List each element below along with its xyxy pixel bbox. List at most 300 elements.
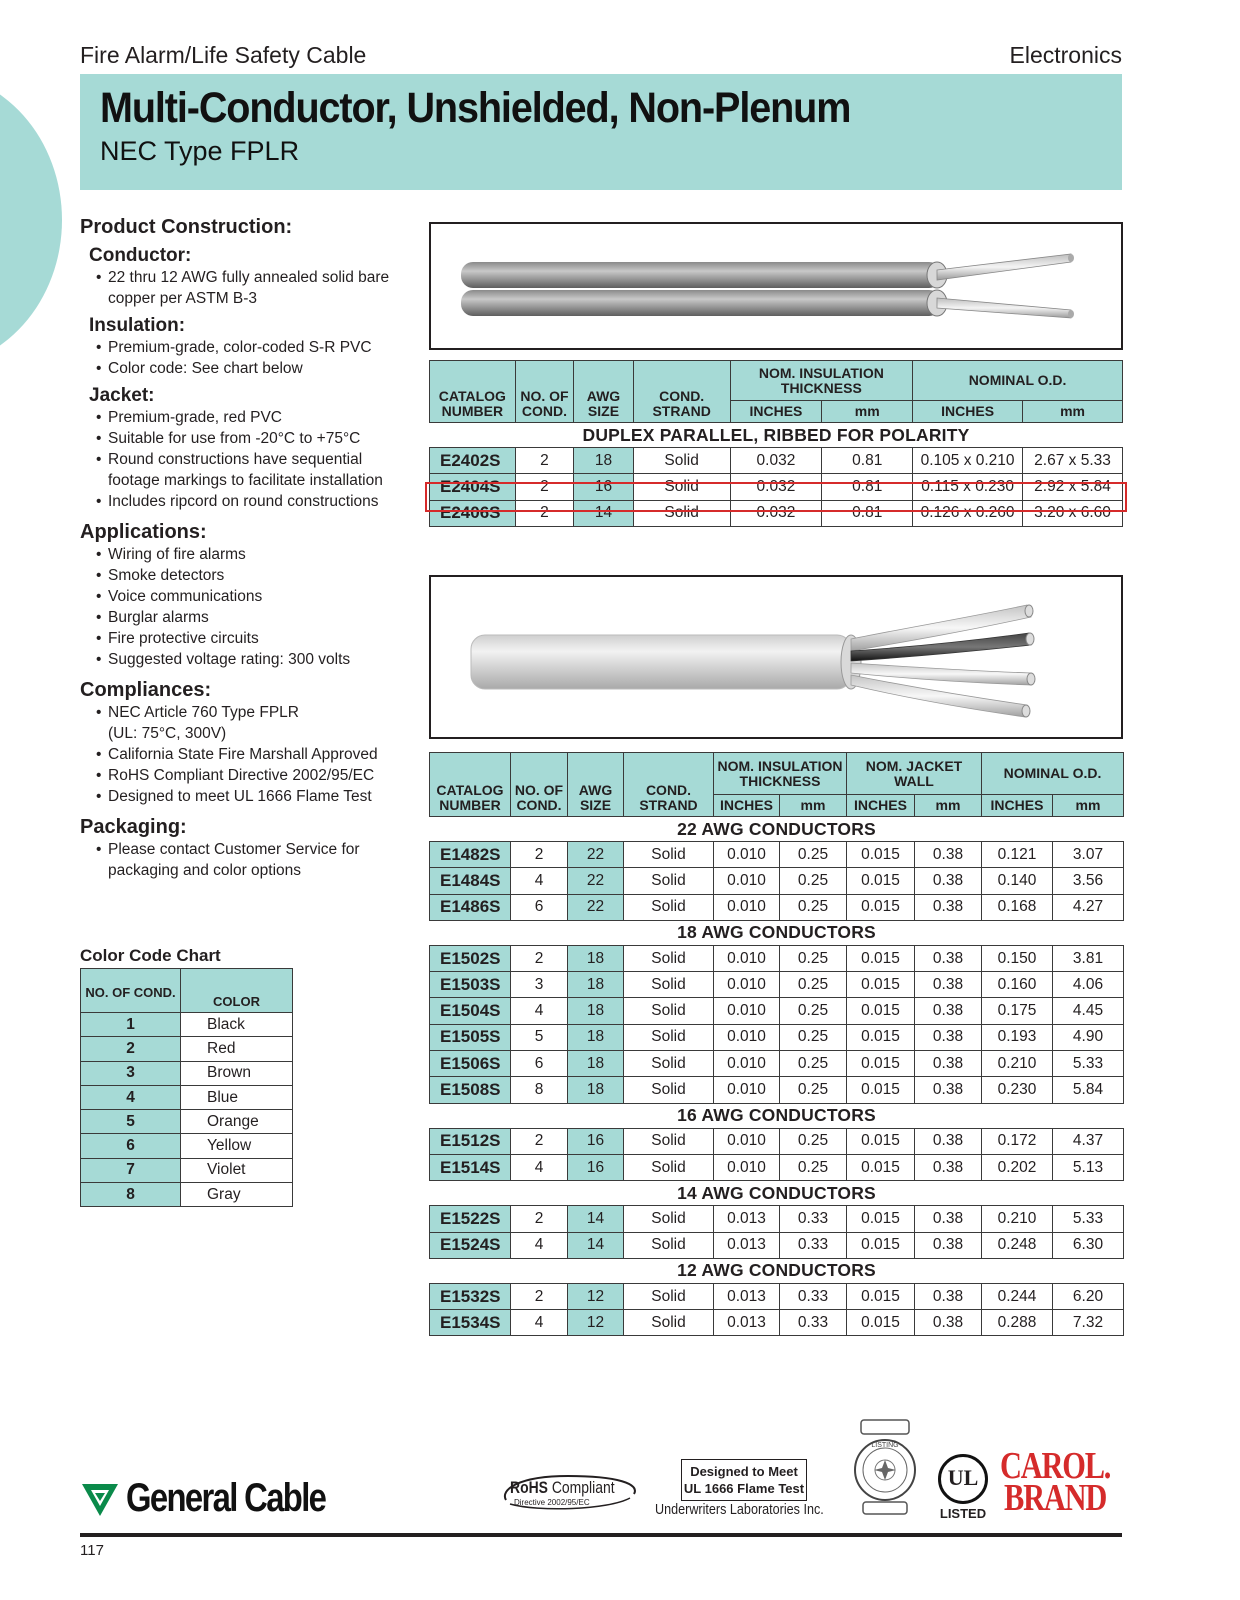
t2-header-jk-inches: INCHES bbox=[847, 795, 915, 817]
spec-cell: Solid bbox=[624, 1077, 714, 1103]
color-chart-color: Brown bbox=[181, 1061, 293, 1085]
table-row bbox=[430, 1024, 1124, 1050]
spec-cell: 16 bbox=[574, 474, 634, 500]
table-row bbox=[430, 998, 1124, 1024]
t1-header-ins-mm: mm bbox=[822, 401, 913, 423]
t2-header-strand: COND. STRAND bbox=[624, 753, 714, 817]
table-row bbox=[430, 1310, 1124, 1336]
t2-header-catalog: CATALOG NUMBER bbox=[430, 753, 511, 817]
ul-listed-mark bbox=[935, 1454, 991, 1522]
construction-heading: Product Construction: bbox=[80, 216, 293, 238]
spec-cell: 22 bbox=[568, 868, 624, 894]
list-item-line: • Voice communications bbox=[108, 588, 263, 605]
group-title: 14 AWG CONDUCTORS bbox=[430, 1181, 1124, 1206]
color-chart-cond: 1 bbox=[81, 1013, 181, 1037]
page-title: Multi-Conductor, Unshielded, Non-Plenum bbox=[100, 84, 851, 132]
group-title-row bbox=[430, 1258, 1124, 1283]
catalog-number: E1504S bbox=[430, 998, 511, 1024]
spec-cell: 0.38 bbox=[915, 1310, 982, 1336]
list-item-line: packaging and color options bbox=[108, 862, 302, 879]
table-row bbox=[430, 1232, 1124, 1258]
spec-cell: Solid bbox=[624, 1024, 714, 1050]
list-item-line: (UL: 75°C, 300V) bbox=[108, 725, 227, 742]
spec-cell: 5.33 bbox=[1053, 1051, 1124, 1077]
spec-cell: 18 bbox=[568, 998, 624, 1024]
spec-cell: 0.015 bbox=[847, 1232, 915, 1258]
rohs-directive: Directive 2002/95/EC bbox=[514, 1498, 590, 1507]
t2-header-ins-mm: mm bbox=[780, 795, 847, 817]
t2-header-ins-inches: INCHES bbox=[714, 795, 780, 817]
spec-cell: 16 bbox=[568, 1128, 624, 1154]
spec-cell: 2 bbox=[511, 842, 568, 868]
spec-cell: 5.33 bbox=[1053, 1206, 1124, 1232]
catalog-number: E2402S bbox=[430, 448, 516, 474]
spec-cell: Solid bbox=[624, 868, 714, 894]
spec-cell: 14 bbox=[568, 1206, 624, 1232]
spec-cell: 2.92 x 5.84 bbox=[1023, 474, 1123, 500]
spec-cell: 0.010 bbox=[714, 894, 780, 920]
list-item-line: • Suitable for use from -20°C to +75°C bbox=[108, 430, 361, 447]
table-row bbox=[430, 868, 1124, 894]
spec-cell: 0.126 x 0.260 bbox=[913, 500, 1023, 526]
spec-cell: 0.33 bbox=[780, 1283, 847, 1309]
catalog-number: E2404S bbox=[430, 474, 516, 500]
section-header: Fire Alarm/Life Safety Cable bbox=[80, 42, 367, 68]
general-cable-logo bbox=[80, 1476, 326, 1524]
spec-cell: 4 bbox=[511, 998, 568, 1024]
t1-header-od-mm: mm bbox=[1023, 401, 1123, 423]
spec-cell: 6 bbox=[511, 894, 568, 920]
spec-cell: 0.010 bbox=[714, 1051, 780, 1077]
spec-cell: 0.25 bbox=[780, 1024, 847, 1050]
spec-cell: 3.20 x 6.60 bbox=[1023, 500, 1123, 526]
group-title: 18 AWG CONDUCTORS bbox=[430, 920, 1124, 945]
spec-cell: 0.015 bbox=[847, 1154, 915, 1180]
spec-cell: 0.25 bbox=[780, 842, 847, 868]
compliances-list bbox=[96, 702, 420, 807]
spec-cell: 0.150 bbox=[982, 945, 1053, 971]
spec-cell: 2 bbox=[511, 1206, 568, 1232]
spec-cell: 0.015 bbox=[847, 1283, 915, 1309]
spec-cell: 0.172 bbox=[982, 1128, 1053, 1154]
spec-cell: 0.015 bbox=[847, 1128, 915, 1154]
spec-cell: 0.38 bbox=[915, 1051, 982, 1077]
list-item bbox=[96, 586, 420, 607]
table-row bbox=[430, 972, 1124, 998]
spec-cell: Solid bbox=[624, 1310, 714, 1336]
spec-cell: 0.015 bbox=[847, 868, 915, 894]
color-chart-row bbox=[81, 1085, 293, 1109]
spec-cell: 4 bbox=[511, 868, 568, 894]
spec-cell: 18 bbox=[568, 1077, 624, 1103]
catalog-number: E1502S bbox=[430, 945, 511, 971]
t2-header-cond: NO. OF COND. bbox=[511, 753, 568, 817]
spec-cell: 0.015 bbox=[847, 1024, 915, 1050]
table-row bbox=[430, 842, 1124, 868]
spec-cell: 0.210 bbox=[982, 1051, 1053, 1077]
color-chart-title: Color Code Chart bbox=[80, 946, 221, 965]
list-item-line: • Wiring of fire alarms bbox=[108, 546, 246, 563]
fire-marshal-seal bbox=[851, 1418, 919, 1516]
spec-cell: Solid bbox=[633, 474, 730, 500]
list-item-line: copper per ASTM B-3 bbox=[108, 290, 258, 307]
list-item bbox=[96, 407, 420, 428]
spec-cell: 0.38 bbox=[915, 868, 982, 894]
spec-cell: 0.010 bbox=[714, 1024, 780, 1050]
insulation-heading: Insulation: bbox=[89, 315, 186, 336]
spec-cell: Solid bbox=[624, 1206, 714, 1232]
spec-cell: 22 bbox=[568, 894, 624, 920]
table-row bbox=[430, 894, 1124, 920]
spec-cell: 0.015 bbox=[847, 1206, 915, 1232]
spec-cell: 4.27 bbox=[1053, 894, 1124, 920]
spec-cell: 0.015 bbox=[847, 1310, 915, 1336]
spec-cell: 0.38 bbox=[915, 1154, 982, 1180]
duplex-cable-image bbox=[429, 222, 1123, 350]
spec-cell: 0.230 bbox=[982, 1077, 1053, 1103]
spec-cell: 0.010 bbox=[714, 998, 780, 1024]
spec-cell: 0.193 bbox=[982, 1024, 1053, 1050]
list-item-line: • Designed to meet UL 1666 Flame Test bbox=[108, 788, 372, 805]
spec-cell: 4.90 bbox=[1053, 1024, 1124, 1050]
duplex-cable-icon bbox=[431, 224, 1121, 348]
underwriters-text: Underwriters Laboratories Inc. bbox=[655, 1501, 824, 1518]
spec-cell: 0.210 bbox=[982, 1206, 1053, 1232]
spec-cell: 14 bbox=[574, 500, 634, 526]
spec-cell: 0.015 bbox=[847, 894, 915, 920]
insulation-list bbox=[96, 337, 420, 379]
t1-header-catalog: CATALOG NUMBER bbox=[430, 361, 516, 423]
spec-cell: 0.032 bbox=[730, 448, 822, 474]
list-item-line: • Smoke detectors bbox=[108, 567, 225, 584]
spec-cell: 0.38 bbox=[915, 1232, 982, 1258]
list-item bbox=[96, 744, 420, 765]
spec-cell: Solid bbox=[624, 894, 714, 920]
spec-cell: 0.115 x 0.230 bbox=[913, 474, 1023, 500]
catalog-number: E1484S bbox=[430, 868, 511, 894]
list-item bbox=[96, 491, 420, 512]
list-item-line: • Please contact Customer Service for bbox=[108, 841, 360, 858]
t1-header-awg: AWG SIZE bbox=[574, 361, 634, 423]
catalog-number: E1508S bbox=[430, 1077, 511, 1103]
color-chart-color: Violet bbox=[181, 1158, 293, 1182]
spec-cell: 2 bbox=[511, 1128, 568, 1154]
seal-icon bbox=[851, 1418, 919, 1516]
spec-cell: 0.160 bbox=[982, 972, 1053, 998]
highlighted-row-frame bbox=[425, 482, 1127, 512]
spec-cell: 0.81 bbox=[822, 474, 913, 500]
table-row bbox=[430, 1051, 1124, 1077]
spec-cell: 6.30 bbox=[1053, 1232, 1124, 1258]
spec-cell: 4.45 bbox=[1053, 998, 1124, 1024]
spec-cell: 0.33 bbox=[780, 1310, 847, 1336]
catalog-number: E1514S bbox=[430, 1154, 511, 1180]
spec-cell: 0.013 bbox=[714, 1310, 780, 1336]
category-header: Electronics bbox=[1009, 42, 1122, 68]
spec-cell: 0.38 bbox=[915, 1077, 982, 1103]
jacket-heading: Jacket: bbox=[89, 385, 155, 406]
spec-cell: 0.013 bbox=[714, 1283, 780, 1309]
color-chart-row bbox=[81, 1134, 293, 1158]
list-item-line: • Premium-grade, color-coded S-R PVC bbox=[108, 339, 372, 356]
t2-header-od-inches: INCHES bbox=[982, 795, 1053, 817]
color-chart-cond: 5 bbox=[81, 1110, 181, 1134]
spec-cell: 0.33 bbox=[780, 1232, 847, 1258]
catalog-number: E1512S bbox=[430, 1128, 511, 1154]
spec-cell: Solid bbox=[624, 842, 714, 868]
spec-cell: 6.20 bbox=[1053, 1283, 1124, 1309]
conductor-heading: Conductor: bbox=[89, 245, 192, 266]
color-chart-color: Gray bbox=[181, 1183, 293, 1207]
spec-cell: 8 bbox=[511, 1077, 568, 1103]
spec-cell: 0.38 bbox=[915, 998, 982, 1024]
list-item-line: • Includes ripcord on round constructions bbox=[108, 493, 379, 510]
list-item-line: • Premium-grade, red PVC bbox=[108, 409, 283, 426]
spec-cell: 5.13 bbox=[1053, 1154, 1124, 1180]
color-chart-cond: 6 bbox=[81, 1134, 181, 1158]
table-row bbox=[430, 1154, 1124, 1180]
applications-list bbox=[96, 544, 420, 670]
color-chart-row bbox=[81, 1013, 293, 1037]
round-cable-image bbox=[429, 575, 1123, 739]
spec-cell: Solid bbox=[624, 1154, 714, 1180]
table-row bbox=[430, 1077, 1124, 1103]
ul1666-badge bbox=[681, 1459, 807, 1501]
group-title: 22 AWG CONDUCTORS bbox=[430, 817, 1124, 842]
list-item-line: footage markings to facilitate installation bbox=[108, 472, 383, 489]
catalog-number: E2406S bbox=[430, 500, 516, 526]
spec-cell: 2 bbox=[515, 500, 574, 526]
spec-cell: 4 bbox=[511, 1154, 568, 1180]
list-item-line: • Color code: See chart below bbox=[108, 360, 303, 377]
ul-circle-icon: UL bbox=[938, 1454, 988, 1504]
spec-cell: Solid bbox=[624, 972, 714, 998]
spec-cell: 2 bbox=[515, 448, 574, 474]
spec-cell: 16 bbox=[568, 1154, 624, 1180]
spec-cell: Solid bbox=[624, 998, 714, 1024]
spec-cell: 4 bbox=[511, 1232, 568, 1258]
spec-cell: 0.121 bbox=[982, 842, 1053, 868]
jacket-list bbox=[96, 407, 420, 512]
color-chart-color: Red bbox=[181, 1037, 293, 1061]
group-title-row bbox=[430, 817, 1124, 842]
spec-cell: 2 bbox=[515, 474, 574, 500]
color-chart-color: Black bbox=[181, 1013, 293, 1037]
carol-line2: BRAND bbox=[1004, 1477, 1107, 1519]
spec-cell: Solid bbox=[624, 1232, 714, 1258]
spec-cell: 0.81 bbox=[822, 500, 913, 526]
list-item bbox=[96, 702, 420, 744]
spec-cell: 0.010 bbox=[714, 1128, 780, 1154]
t2-header-insulation: NOM. INSULATION THICKNESS bbox=[714, 753, 847, 795]
compliances-heading: Compliances: bbox=[80, 679, 212, 701]
spec-cell: 0.010 bbox=[714, 1154, 780, 1180]
spec-cell: 5 bbox=[511, 1024, 568, 1050]
spec-cell: Solid bbox=[624, 1128, 714, 1154]
round-cable-spec-table bbox=[429, 752, 1124, 1336]
catalog-number: E1503S bbox=[430, 972, 511, 998]
spec-cell: 0.013 bbox=[714, 1206, 780, 1232]
spec-cell: 0.010 bbox=[714, 842, 780, 868]
ul-listed-text: LISTED bbox=[939, 1506, 987, 1521]
spec-cell: 2 bbox=[511, 945, 568, 971]
packaging-list bbox=[96, 839, 420, 881]
catalog-number: E1482S bbox=[430, 842, 511, 868]
list-item-line: • California State Fire Marshall Approved bbox=[108, 746, 378, 763]
spec-cell: 0.175 bbox=[982, 998, 1053, 1024]
spec-cell: 0.015 bbox=[847, 1051, 915, 1077]
color-chart-cond: 4 bbox=[81, 1085, 181, 1109]
carol-brand-logo bbox=[1000, 1445, 1138, 1519]
packaging-heading: Packaging: bbox=[80, 816, 187, 838]
list-item bbox=[96, 607, 420, 628]
spec-cell: 0.25 bbox=[780, 1051, 847, 1077]
color-chart-cond: 7 bbox=[81, 1158, 181, 1182]
group-title: 12 AWG CONDUCTORS bbox=[430, 1258, 1124, 1283]
general-cable-wordmark: General Cable bbox=[126, 1476, 326, 1520]
spec-cell: 0.202 bbox=[982, 1154, 1053, 1180]
color-chart-row bbox=[81, 1037, 293, 1061]
spec-cell: 0.38 bbox=[915, 1024, 982, 1050]
spec-cell: 0.33 bbox=[780, 1206, 847, 1232]
catalog-number: E1522S bbox=[430, 1206, 511, 1232]
color-chart-cond: 8 bbox=[81, 1183, 181, 1207]
spec-cell: Solid bbox=[624, 1283, 714, 1309]
spec-cell: 0.38 bbox=[915, 1283, 982, 1309]
spec-cell: 3.56 bbox=[1053, 868, 1124, 894]
title-banner bbox=[80, 74, 1122, 190]
group-title: 16 AWG CONDUCTORS bbox=[430, 1103, 1124, 1128]
table-row bbox=[430, 945, 1124, 971]
spec-cell: 0.010 bbox=[714, 972, 780, 998]
table-row bbox=[430, 1206, 1124, 1232]
spec-cell: 3 bbox=[511, 972, 568, 998]
list-item bbox=[96, 267, 420, 309]
spec-cell: 12 bbox=[568, 1283, 624, 1309]
spec-cell: 18 bbox=[574, 448, 634, 474]
catalog-number: E1534S bbox=[430, 1310, 511, 1336]
spec-cell: 0.032 bbox=[730, 500, 822, 526]
spec-cell: 4.37 bbox=[1053, 1128, 1124, 1154]
spec-cell: 0.105 x 0.210 bbox=[913, 448, 1023, 474]
spec-cell: 22 bbox=[568, 842, 624, 868]
t1-header-od-inches: INCHES bbox=[913, 401, 1023, 423]
spec-cell: 0.015 bbox=[847, 842, 915, 868]
page-subtitle: NEC Type FPLR bbox=[100, 136, 300, 166]
spec-cell: 0.38 bbox=[915, 972, 982, 998]
list-item bbox=[96, 786, 420, 807]
color-chart-row bbox=[81, 1061, 293, 1085]
spec-cell: 2.67 x 5.33 bbox=[1023, 448, 1123, 474]
group-title: DUPLEX PARALLEL, RIBBED FOR POLARITY bbox=[430, 423, 1123, 448]
spec-cell: 0.032 bbox=[730, 474, 822, 500]
svg-text:LISTING: LISTING bbox=[871, 1442, 899, 1449]
spec-cell: 4 bbox=[511, 1310, 568, 1336]
spec-cell: 0.010 bbox=[714, 945, 780, 971]
spec-cell: 14 bbox=[568, 1232, 624, 1258]
ul1666-line2: UL 1666 Flame Test bbox=[683, 1481, 805, 1496]
list-item bbox=[96, 449, 420, 491]
list-item bbox=[96, 628, 420, 649]
list-item-line: • Suggested voltage rating: 300 volts bbox=[108, 651, 351, 668]
spec-cell: 5.84 bbox=[1053, 1077, 1124, 1103]
t2-header-od-mm: mm bbox=[1053, 795, 1124, 817]
general-cable-mark-icon bbox=[80, 1478, 120, 1518]
t2-header-jk-mm: mm bbox=[915, 795, 982, 817]
list-item-line: • 22 thru 12 AWG fully annealed solid bare bbox=[108, 269, 390, 286]
color-chart-color: Orange bbox=[181, 1110, 293, 1134]
table-row bbox=[430, 448, 1123, 474]
color-code-table bbox=[80, 968, 293, 1207]
list-item bbox=[96, 765, 420, 786]
spec-cell: 0.38 bbox=[915, 1206, 982, 1232]
spec-cell: Solid bbox=[633, 500, 730, 526]
list-item bbox=[96, 544, 420, 565]
group-title-row bbox=[430, 1103, 1124, 1128]
spec-cell: 0.25 bbox=[780, 1128, 847, 1154]
spec-cell: 3.81 bbox=[1053, 945, 1124, 971]
spec-cell: Solid bbox=[633, 448, 730, 474]
spec-cell: Solid bbox=[624, 1051, 714, 1077]
t1-header-strand: COND. STRAND bbox=[633, 361, 730, 423]
list-item-line: • RoHS Compliant Directive 2002/95/EC bbox=[108, 767, 375, 784]
list-item bbox=[96, 337, 420, 358]
list-item-line: • Fire protective circuits bbox=[108, 630, 259, 647]
round-cable-icon bbox=[431, 577, 1121, 737]
spec-cell: 0.25 bbox=[780, 894, 847, 920]
spec-cell: 0.25 bbox=[780, 868, 847, 894]
t1-header-od: NOMINAL O.D. bbox=[913, 361, 1123, 401]
catalog-number: E1486S bbox=[430, 894, 511, 920]
group-title-row bbox=[430, 423, 1123, 448]
list-item bbox=[96, 649, 420, 670]
page-number: 117 bbox=[80, 1542, 104, 1559]
spec-cell: 18 bbox=[568, 1024, 624, 1050]
list-item bbox=[96, 358, 420, 379]
spec-cell: 6 bbox=[511, 1051, 568, 1077]
spec-cell: 0.38 bbox=[915, 945, 982, 971]
spec-cell: 0.248 bbox=[982, 1232, 1053, 1258]
ul1666-line1: Designed to Meet bbox=[690, 1464, 798, 1479]
spec-cell: 0.010 bbox=[714, 1077, 780, 1103]
spec-cell: 0.015 bbox=[847, 1077, 915, 1103]
spec-cell: 0.015 bbox=[847, 972, 915, 998]
spec-cell: 2 bbox=[511, 1283, 568, 1309]
decorative-arc bbox=[0, 72, 62, 368]
color-chart-color: Blue bbox=[181, 1085, 293, 1109]
spec-cell: 0.25 bbox=[780, 998, 847, 1024]
list-item-line: • NEC Article 760 Type FPLR bbox=[108, 704, 299, 721]
color-chart-cond: 2 bbox=[81, 1037, 181, 1061]
list-item bbox=[96, 428, 420, 449]
spec-cell: 18 bbox=[568, 945, 624, 971]
spec-cell: 0.38 bbox=[915, 842, 982, 868]
catalog-number: E1532S bbox=[430, 1283, 511, 1309]
rohs-text: RoHS Compliant bbox=[510, 1478, 615, 1497]
color-chart-header-cond: NO. OF COND. bbox=[81, 969, 181, 1013]
spec-cell: 4.06 bbox=[1053, 972, 1124, 998]
spec-cell: 0.015 bbox=[847, 945, 915, 971]
spec-cell: 0.38 bbox=[915, 894, 982, 920]
list-item-line: • Burglar alarms bbox=[108, 609, 209, 626]
conductor-list bbox=[96, 267, 420, 309]
color-chart-color: Yellow bbox=[181, 1134, 293, 1158]
list-item-line: • Round constructions have sequential bbox=[108, 451, 363, 468]
table-row bbox=[430, 1128, 1124, 1154]
spec-cell: 0.25 bbox=[780, 945, 847, 971]
applications-heading: Applications: bbox=[80, 521, 207, 543]
t1-header-insulation: NOM. INSULATION THICKNESS bbox=[730, 361, 913, 401]
